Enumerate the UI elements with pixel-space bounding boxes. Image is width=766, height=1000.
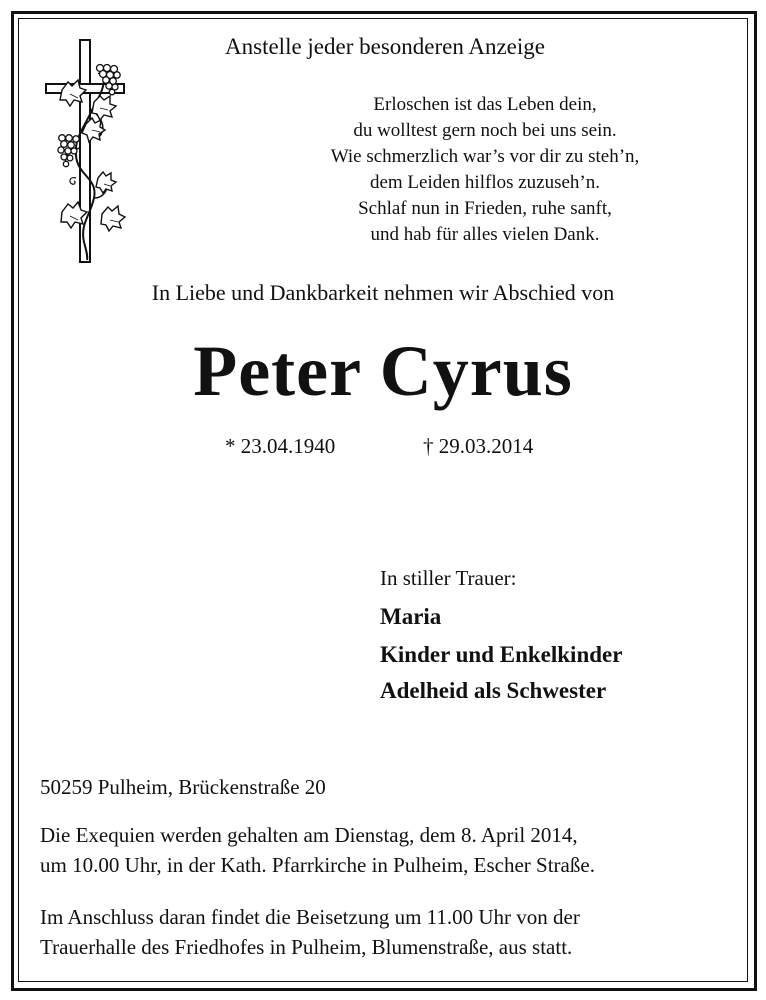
cross-with-grapevine-icon <box>40 38 130 264</box>
poem-line: Erloschen ist das Leben dein, <box>373 94 597 115</box>
burial-line: Trauerhalle des Friedhofes in Pulheim, Blumenstraße, aus statt. <box>40 935 573 959</box>
poem-line: Schlaf nun in Frieden, ruhe sanft, <box>358 198 612 219</box>
poem-line: Wie schmerzlich war’s vor dir zu steh’n, <box>330 146 640 167</box>
mourner-name: Maria <box>380 604 442 629</box>
mourner-name: Kinder und Enkelkinder <box>380 642 623 667</box>
burial-line: Im Anschluss daran findet die Beisetzung um 11.00 Uhr von der <box>40 905 580 929</box>
burial-paragraph <box>40 902 580 962</box>
birth-date: * 23.04.1940 <box>225 434 336 458</box>
mourning-intro: In stiller Trauer: <box>380 566 517 590</box>
announcement-header: Anstelle jeder besonderen Anzeige <box>225 34 545 59</box>
poem-line: du wolltest gern noch bei uns sein. <box>353 120 617 141</box>
death-date: † 29.03.2014 <box>423 434 534 458</box>
farewell-line: In Liebe und Dankbarkeit nehmen wir Abschied von <box>151 280 615 305</box>
exequies-line: um 10.00 Uhr, in der Kath. Pfarrkirche in Pulheim, Escher Straße. <box>40 853 595 877</box>
poem-line: und hab für alles vielen Dank. <box>370 224 600 245</box>
deceased-name: Peter Cyrus <box>193 331 573 411</box>
address: 50259 Pulheim, Brückenstraße 20 <box>40 775 326 799</box>
poem-line: dem Leiden hilflos zuzuseh’n. <box>369 172 601 193</box>
poem <box>300 92 670 248</box>
mourner-name: Adelheid als Schwester <box>380 678 607 703</box>
exequies-paragraph <box>40 820 595 880</box>
exequies-line: Die Exequien werden gehalten am Dienstag, dem 8. April 2014, <box>40 823 578 847</box>
